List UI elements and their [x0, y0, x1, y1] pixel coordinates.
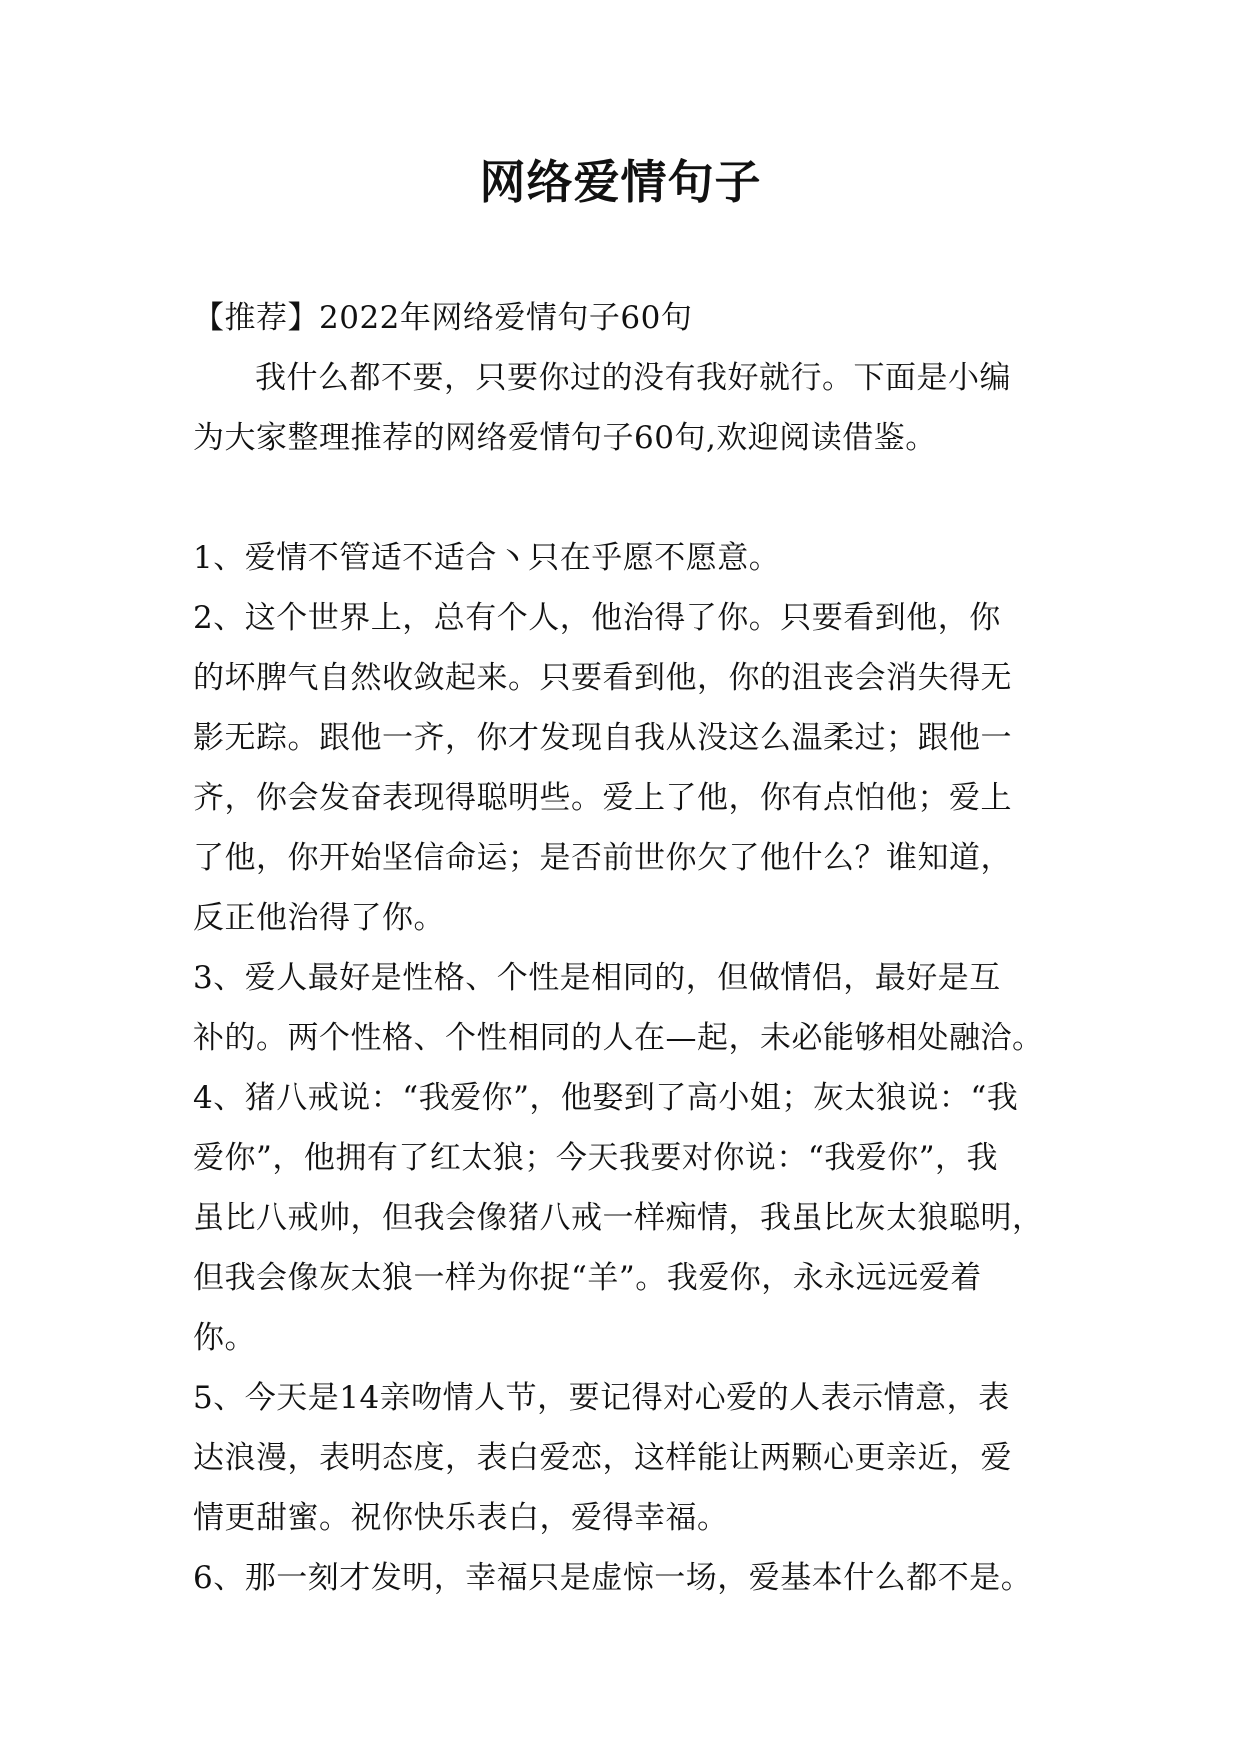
- document-subtitle: 【推荐】2022年网络爱情句子60句: [193, 300, 693, 336]
- body-line: 情更甜蜜。祝你快乐表白，爱得幸福。: [193, 1500, 729, 1536]
- document-title: 网络爱情句子: [479, 155, 762, 209]
- body-line: 4、猪八戒说：“我爱你”，他娶到了高小姐；灰太狼说：“我: [193, 1080, 1019, 1116]
- body-line: 反正他治得了你。: [193, 900, 445, 936]
- intro-line: 为大家整理推荐的网络爱情句子60句,欢迎阅读借鉴。: [193, 420, 937, 456]
- body-line: 2、这个世界上，总有个人，他治得了你。只要看到他，你: [193, 600, 1001, 636]
- body-line: 5、今天是14亲吻情人节，要记得对心爱的人表示情意，表: [193, 1380, 1010, 1416]
- body-line: 但我会像灰太狼一样为你捉“羊”。我爱你，永永远远爱着: [193, 1260, 982, 1296]
- body-line: 达浪漫，表明态度，表白爱恋，这样能让两颗心更亲近，爱: [193, 1440, 1012, 1476]
- body-line: 补的。两个性格、个性相同的人在—起，未必能够相处融洽。: [193, 1020, 1044, 1056]
- body-line: 3、爱人最好是性格、个性是相同的，但做情侣，最好是互: [193, 960, 1001, 996]
- body-line: 爱你”，他拥有了红太狼；今天我要对你说：“我爱你”，我: [193, 1140, 999, 1176]
- body-line: 你。: [193, 1320, 256, 1356]
- body-line: 6、那一刻才发明，幸福只是虚惊一场，爱基本什么都不是。: [193, 1560, 1033, 1596]
- body-line: 虽比八戒帅，但我会像猪八戒一样痴情，我虽比灰太狼聪明，: [193, 1200, 1044, 1236]
- paragraph-gap: [193, 468, 1063, 528]
- body-line: 影无踪。跟他一齐，你才发现自我从没这么温柔过；跟他一: [193, 720, 1012, 756]
- body-line: 了他，你开始坚信命运；是否前世你欠了他什么？谁知道，: [193, 840, 1012, 876]
- body-line: 齐，你会发奋表现得聪明些。爱上了他，你有点怕他；爱上: [193, 780, 1012, 816]
- document-body: [193, 288, 1063, 1608]
- intro-line: 我什么都不要，只要你过的没有我好就行。下面是小编: [255, 360, 1011, 396]
- body-line: 1、爱情不管适不适合丶只在乎愿不愿意。: [193, 540, 781, 576]
- body-line: 的坏脾气自然收敛起来。只要看到他，你的沮丧会消失得无: [193, 660, 1012, 696]
